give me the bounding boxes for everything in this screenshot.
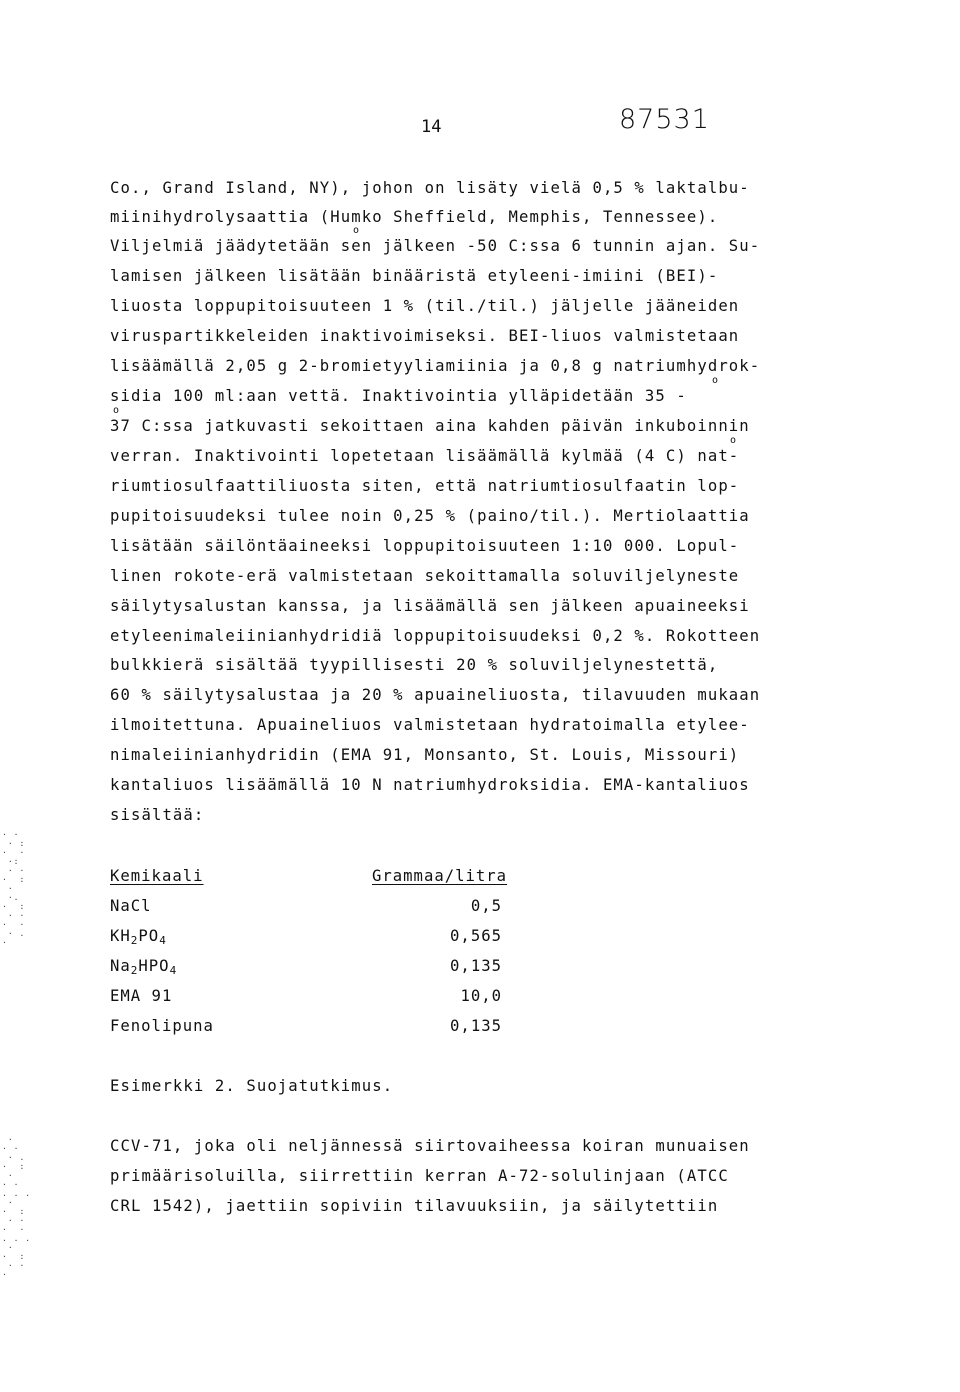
- text-line: Co., Grand Island, NY), johon on lisäty vielä 0,5 % laktalbu-: [110, 179, 750, 197]
- text-line: lisätään säilöntäaineeksi loppupitoisuuteen 1:10 000. Lopul-: [110, 537, 740, 555]
- text-line: CRL 1542), jaettiin sopiviin tilavuuksiin, ja säilytettiin: [110, 1197, 719, 1215]
- text-line: miinihydrolysaattia (Humko Sheffield, Memphis, Tennessee).: [110, 208, 719, 226]
- text-line: viruspartikkeleiden inaktivoimiseksi. BEI-liuos valmistetaan: [110, 327, 740, 345]
- text-line: kantaliuos lisäämällä 10 N natriumhydroksidia. EMA-kantaliuos: [110, 776, 750, 794]
- table-row-amount: 10,0: [460, 987, 502, 1005]
- text-line: riumtiosulfaattiliuosta siten, että natriumtiosulfaatin lop-: [110, 477, 740, 495]
- table-row-chemical: NaCl: [110, 897, 152, 915]
- scan-artifact: · · · : · · ·: · · · : · ·. · : · · · · · . ·: [2, 830, 26, 947]
- table-row-amount: 0,135: [450, 1017, 502, 1035]
- degree-mark: o: [353, 225, 360, 236]
- text-line: linen rokote-erä valmistetaan sekoittamalla soluviljelyneste: [110, 567, 740, 585]
- document-number: 87531: [619, 104, 710, 135]
- text-line: 37 C:ssa jatkuvasti sekoittaen aina kahden päivän inkuboinnin: [110, 417, 750, 435]
- degree-mark: o: [113, 405, 120, 416]
- table-row-amount: 0,565: [450, 927, 502, 945]
- table-row-chemical: $Na_2HPO_4$: [110, 957, 178, 977]
- degree-mark: o: [712, 375, 719, 386]
- text-line: Viljelmiä jäädytetään sen jälkeen -50 C:ssa 6 tunnin ajan. Su-: [110, 237, 761, 255]
- text-line: ilmoitettuna. Apuaineliuos valmistetaan hydratoimalla etylee-: [110, 716, 750, 734]
- text-line: 60 % säilytysalustaa ja 20 % apuaineliuosta, tilavuuden mukaan: [110, 686, 761, 704]
- text-line: liuosta loppupitoisuuteen 1 % (til./til.) jäljelle jääneiden: [110, 297, 740, 315]
- text-line: verran. Inaktivointi lopetetaan lisäämällä kylmää (4 C) nat-: [110, 447, 740, 465]
- table-row-chemical: $KH_2PO_4$: [110, 927, 167, 947]
- text-line: säilytysalustan kanssa, ja lisäämällä sen jälkeen apuaineeksi: [110, 597, 750, 615]
- text-line: lisäämällä 2,05 g 2-bromietyyliamiinia ja 0,8 g natriumhydrok-: [110, 357, 761, 375]
- text-line: primäärisoluilla, siirrettiin kerran A-72-solulinjaan (ATCC: [110, 1167, 729, 1185]
- page-number: 14: [421, 117, 442, 137]
- text-line: pupitoisuudeksi tulee noin 0,25 % (paino/til.). Mertiolaattia: [110, 507, 750, 525]
- text-line: sidia 100 ml:aan vettä. Inaktivointia ylläpidetään 35 -: [110, 387, 687, 405]
- text-line: nimaleiinianhydridin (EMA 91, Monsanto, St. Louis, Missouri): [110, 746, 740, 764]
- text-line: sisältää:: [110, 806, 205, 824]
- column-header-amount: Grammaa/litra: [372, 867, 508, 885]
- table-row-amount: 0,5: [470, 897, 502, 915]
- table-row-amount: 0,135: [450, 957, 502, 975]
- degree-mark: o: [730, 435, 737, 446]
- text-line: bulkkierä sisältää tyypillisesti 20 % soluviljelynestettä,: [110, 656, 719, 674]
- text-line: lamisen jälkeen lisätään binääristä etyleeni-imiini (BEI)-: [110, 267, 719, 285]
- column-header-chemical: Kemikaali: [110, 867, 204, 885]
- example-heading: Esimerkki 2. Suojatutkimus.: [110, 1077, 394, 1095]
- table-row-chemical: EMA 91: [110, 987, 173, 1005]
- table-row-chemical: Fenolipuna: [110, 1017, 214, 1035]
- scan-artifact: · · · · . · : · · · . . . · · : · · · · . . . · · : · · ·: [2, 1135, 32, 1279]
- text-line: etyleenimaleiinianhydridiä loppupitoisuudeksi 0,2 %. Rokotteen: [110, 627, 761, 645]
- text-line: CCV-71, joka oli neljännessä siirtovaiheessa koiran munuaisen: [110, 1137, 750, 1155]
